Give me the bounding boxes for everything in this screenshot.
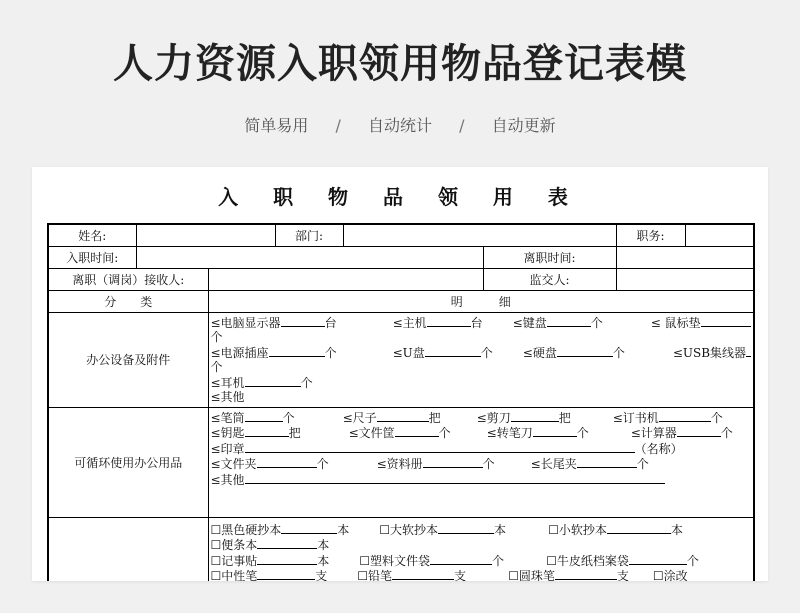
detail-item — [211, 441, 683, 457]
detail-item — [211, 472, 665, 488]
detail-line — [211, 441, 752, 457]
detail-item — [357, 568, 466, 581]
quantity-blank[interactable] — [245, 375, 301, 387]
quantity-blank[interactable] — [629, 553, 687, 565]
form-row-receiver — [48, 268, 754, 290]
position-field[interactable] — [685, 224, 754, 246]
item-unit: 支 — [315, 569, 328, 581]
handover-label: 监交人: — [483, 268, 616, 290]
item-label: ☐小软抄本 — [548, 522, 607, 537]
item-label: ≤ 鼠标垫 — [650, 315, 701, 330]
detail-line — [211, 330, 752, 345]
receiver-field[interactable] — [208, 268, 483, 290]
item-label: ☐塑料文件袋 — [359, 553, 431, 568]
subtitle-separator: / — [335, 116, 341, 135]
quantity-blank[interactable] — [269, 345, 325, 357]
detail-item — [211, 390, 245, 405]
quantity-blank[interactable] — [555, 568, 617, 580]
detail-item — [523, 345, 625, 361]
item-label: 个 — [210, 330, 223, 344]
section-category: 办公设备及附件 — [48, 312, 208, 407]
item-unit: 支 — [454, 569, 467, 581]
detail-line — [211, 360, 752, 375]
item-label: ≤订书机 — [612, 410, 659, 425]
quantity-blank[interactable] — [438, 522, 494, 534]
detail-item — [379, 522, 506, 538]
detail-item — [211, 410, 295, 426]
item-label: ☐圆珠笔 — [508, 569, 555, 581]
subtitle-item: 简单易用 — [244, 116, 309, 135]
detail-item — [653, 569, 688, 581]
quantity-blank[interactable] — [423, 456, 483, 468]
item-label: ≤键盘 — [512, 315, 547, 330]
subtitle-separator: / — [459, 116, 465, 135]
detail-line — [211, 410, 752, 426]
item-label: ≤资料册 — [376, 457, 423, 471]
quantity-blank[interactable] — [533, 425, 577, 437]
item-label: ≤尺子 — [342, 410, 377, 425]
item-label: ☐涂改 — [652, 569, 688, 581]
department-field[interactable] — [343, 224, 616, 246]
leave-time-field[interactable] — [616, 246, 754, 268]
item-unit: 个 — [482, 457, 495, 471]
item-label: ≤印章 — [210, 441, 245, 456]
item-label: ≤电脑显示器 — [210, 315, 281, 330]
name-field[interactable] — [136, 224, 275, 246]
form-row-headers — [48, 290, 754, 312]
item-label: ≤耳机 — [210, 375, 245, 390]
page-title: 人力资源入职领用物品登记表模 — [113, 41, 687, 87]
item-label: ≤硬盘 — [522, 345, 557, 360]
item-label: ≤转笔刀 — [486, 426, 533, 440]
quantity-blank[interactable] — [607, 522, 671, 534]
detail-item — [343, 410, 441, 426]
quantity-blank[interactable] — [427, 315, 471, 327]
detail-item — [393, 345, 493, 361]
item-label: ☐铅笔 — [357, 569, 393, 581]
quantity-blank[interactable] — [377, 410, 429, 422]
item-unit: 个 — [636, 457, 649, 471]
detail-item — [211, 330, 223, 345]
section-category — [48, 517, 208, 581]
quantity-blank[interactable] — [547, 315, 591, 327]
item-unit: 个 — [686, 553, 699, 568]
item-unit: 个 — [710, 410, 723, 425]
quantity-blank[interactable] — [746, 345, 751, 357]
item-label: 个 — [210, 360, 223, 374]
item-unit: 把 — [558, 410, 571, 425]
item-label: ≤U盘 — [392, 345, 425, 360]
item-label: ☐便条本 — [210, 538, 258, 552]
detail-line — [211, 472, 752, 488]
item-label: ≤文件夹 — [210, 457, 257, 471]
subtitle-item: 自动统计 — [367, 116, 432, 135]
quantity-blank[interactable] — [677, 425, 721, 437]
item-label: ☐牛皮纸档案袋 — [546, 553, 629, 568]
quantity-blank[interactable] — [245, 425, 289, 437]
detail-item — [613, 410, 723, 426]
quantity-blank[interactable] — [245, 441, 635, 453]
item-unit: 个 — [480, 345, 493, 360]
item-unit: 本 — [337, 522, 350, 537]
quantity-blank[interactable] — [659, 410, 711, 422]
item-unit: 个 — [282, 410, 295, 425]
item-label: ≤电源插座 — [210, 345, 269, 360]
detail-item — [673, 345, 751, 361]
quantity-blank[interactable] — [430, 553, 492, 565]
item-unit: 个 — [576, 426, 589, 440]
detail-header: 明 细 — [208, 290, 754, 312]
subtitle-item: 自动更新 — [491, 116, 556, 135]
category-header: 分 类 — [48, 290, 208, 312]
quantity-blank[interactable] — [511, 410, 559, 422]
item-label: ≤笔筒 — [210, 410, 245, 425]
quantity-blank[interactable] — [701, 315, 751, 327]
item-unit: 本 — [670, 522, 683, 537]
item-unit: 个 — [720, 426, 733, 440]
section-detail — [208, 312, 754, 407]
item-unit: 个 — [316, 457, 329, 471]
detail-item — [211, 522, 350, 538]
quantity-blank[interactable] — [577, 456, 637, 468]
detail-item — [211, 425, 301, 441]
item-unit: 本 — [317, 538, 330, 552]
item-label: ☐中性笔 — [210, 569, 258, 581]
section-detail — [208, 517, 754, 581]
detail-item — [508, 568, 629, 581]
detail-item — [359, 553, 504, 569]
detail-item — [211, 568, 328, 581]
detail-item — [211, 456, 329, 472]
position-label: 职务: — [616, 224, 685, 246]
form-row-time — [48, 246, 754, 268]
detail-item — [631, 425, 733, 441]
quantity-blank[interactable] — [257, 568, 315, 580]
item-label: ≤文件筐 — [348, 426, 395, 440]
section-row — [48, 312, 754, 407]
detail-line — [211, 390, 752, 405]
detail-item — [513, 315, 603, 331]
item-label: ≤长尾夹 — [530, 457, 577, 471]
item-unit: 个 — [590, 315, 603, 330]
quantity-blank[interactable] — [395, 425, 439, 437]
receiver-label: 离职（调岗）接收人: — [48, 268, 208, 290]
item-unit: 个 — [300, 375, 313, 390]
detail-line — [211, 315, 752, 331]
item-label: ≤其他 — [210, 472, 245, 487]
detail-item — [531, 456, 649, 472]
form-paper — [32, 167, 768, 581]
detail-item — [211, 360, 223, 375]
item-label: ≤钥匙 — [210, 426, 245, 440]
detail-item — [651, 315, 751, 331]
quantity-blank[interactable] — [392, 568, 454, 580]
handover-field[interactable] — [616, 268, 754, 290]
entry-time-field[interactable] — [136, 246, 483, 268]
quantity-blank[interactable] — [257, 456, 317, 468]
item-label: ≤主机 — [392, 315, 427, 330]
item-unit: 台 — [324, 315, 337, 330]
detail-item — [211, 537, 330, 553]
detail-line — [211, 522, 752, 538]
item-unit: 本 — [317, 553, 330, 568]
quantity-blank[interactable] — [245, 472, 665, 484]
section-category: 可循环使用办公用品 — [48, 407, 208, 517]
detail-item — [377, 456, 495, 472]
detail-item — [211, 345, 337, 361]
detail-line — [211, 553, 752, 569]
detail-item — [548, 522, 683, 538]
quantity-blank[interactable] — [245, 410, 283, 422]
name-label: 姓名: — [48, 224, 136, 246]
item-unit: 把 — [288, 426, 301, 440]
quantity-blank[interactable] — [281, 315, 325, 327]
detail-item — [211, 553, 330, 569]
item-unit: 个 — [438, 426, 451, 440]
detail-item — [393, 315, 483, 331]
department-label: 部门: — [275, 224, 343, 246]
detail-line — [211, 425, 752, 441]
quantity-blank[interactable] — [257, 537, 317, 549]
detail-line — [211, 456, 752, 472]
form-table — [47, 223, 755, 581]
section-row — [48, 407, 754, 517]
detail-item — [546, 553, 699, 569]
detail-line — [211, 537, 752, 553]
item-unit: 本 — [494, 522, 507, 537]
entry-time-label: 入职时间: — [48, 246, 136, 268]
detail-line — [211, 568, 752, 581]
detail-item — [487, 425, 589, 441]
item-unit: 台 — [470, 315, 483, 330]
item-unit: 个 — [324, 345, 337, 360]
item-unit: 个 — [612, 345, 625, 360]
detail-line — [211, 375, 752, 391]
item-unit: （名称） — [634, 441, 683, 456]
detail-item — [477, 410, 571, 426]
item-unit: 把 — [428, 410, 441, 425]
detail-item — [211, 375, 313, 391]
leave-time-label: 离职时间: — [483, 246, 616, 268]
item-label: ≤USB集线器 — [672, 345, 747, 360]
item-label: ☐大软抄本 — [379, 522, 439, 537]
detail-item — [211, 315, 337, 331]
item-label: ☐记事贴 — [210, 553, 258, 568]
item-label: ≤计算器 — [630, 426, 677, 440]
item-label: ≤其他 — [210, 390, 245, 404]
quantity-blank[interactable] — [281, 522, 337, 534]
form-row-identity — [48, 224, 754, 246]
section-detail — [208, 407, 754, 517]
item-unit: 支 — [616, 569, 629, 581]
section-row — [48, 517, 754, 581]
detail-line — [211, 345, 752, 361]
item-label: ☐黑色硬抄本 — [210, 522, 282, 537]
form-title: 入 职 物 品 领 用 表 — [218, 185, 582, 209]
quantity-blank[interactable] — [257, 553, 317, 565]
quantity-blank[interactable] — [557, 345, 613, 357]
item-unit: 个 — [492, 553, 505, 568]
item-label: ≤剪刀 — [476, 410, 511, 425]
subtitle — [0, 113, 800, 136]
quantity-blank[interactable] — [425, 345, 481, 357]
detail-item — [349, 425, 451, 441]
